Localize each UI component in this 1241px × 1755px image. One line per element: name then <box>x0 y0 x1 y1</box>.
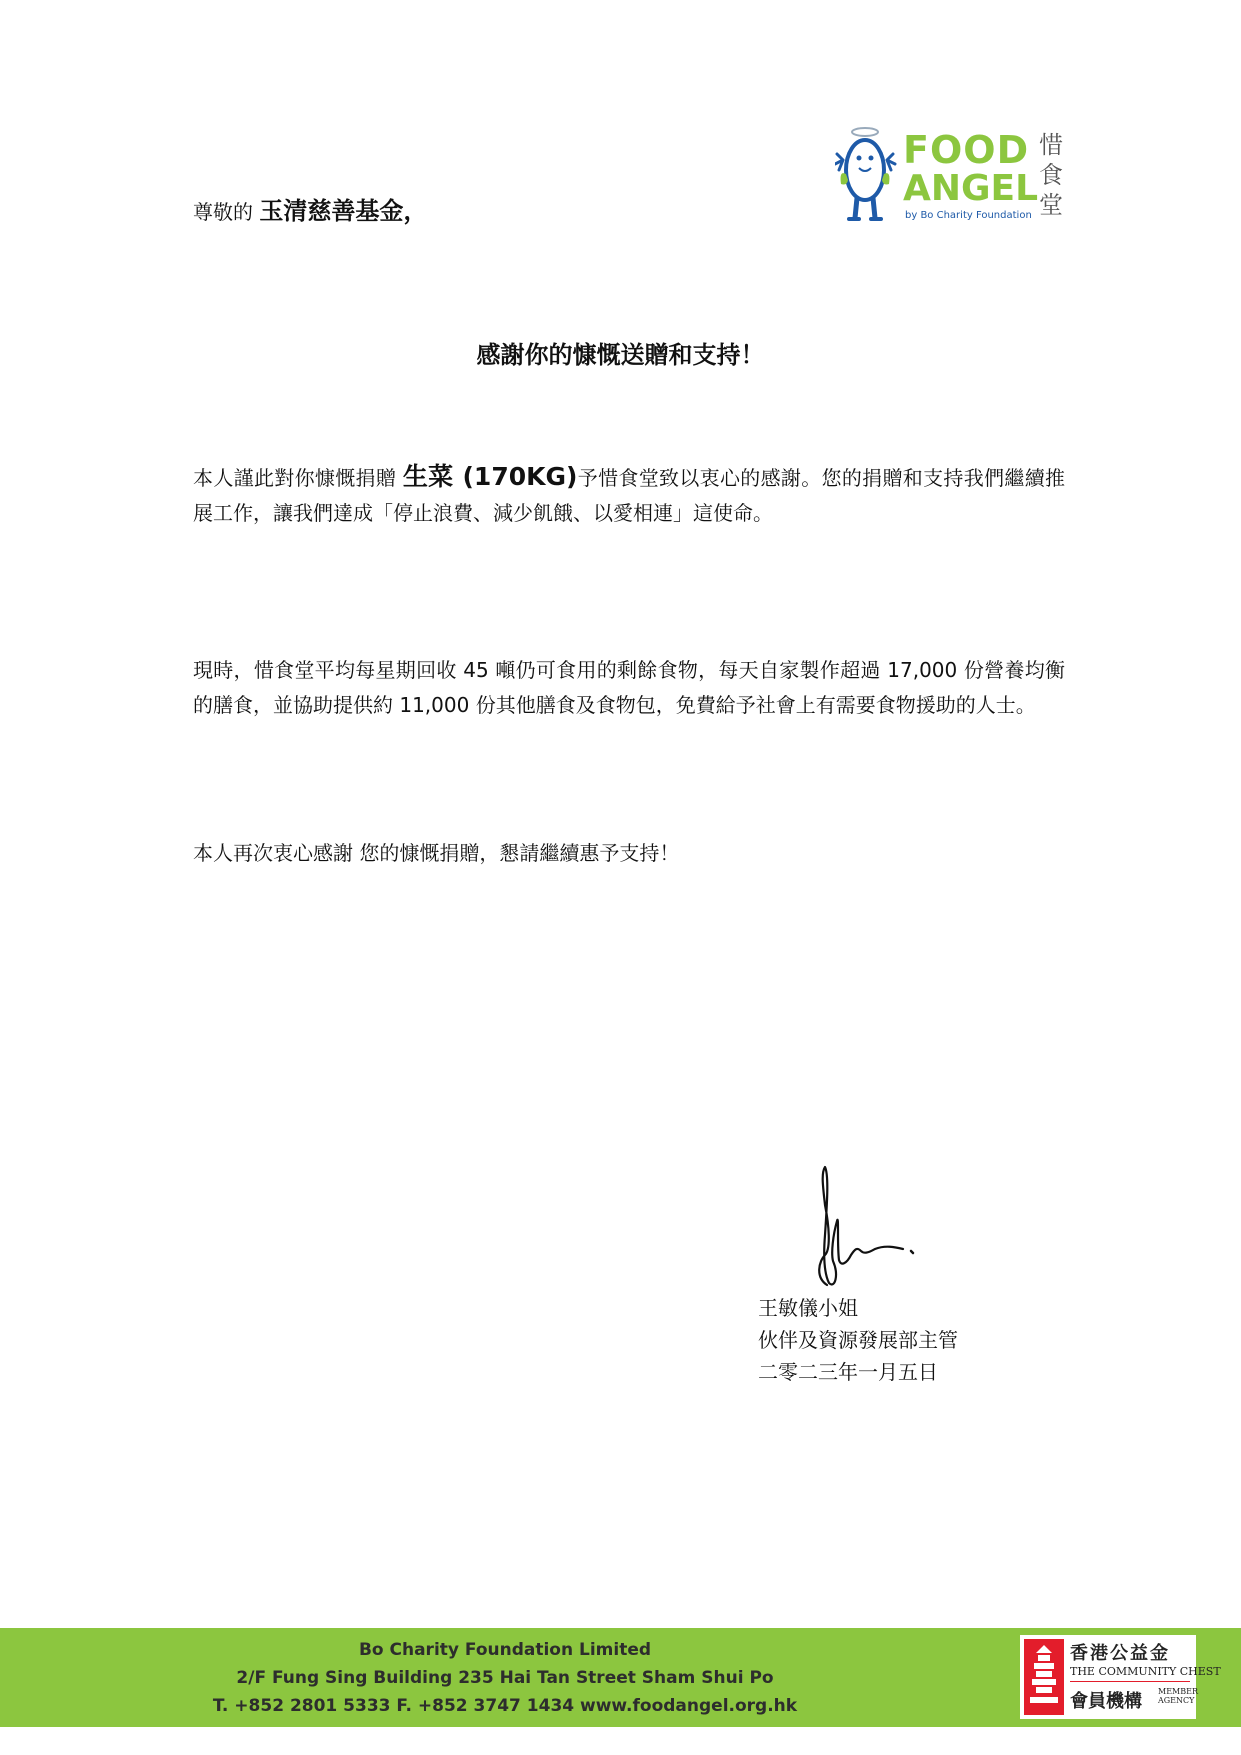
badge-divider <box>1070 1681 1190 1682</box>
closing-paragraph: 本人再次衷心感謝 您的慷慨捐贈，懇請繼續惠予支持！ <box>193 841 680 865</box>
donation-item: 生菜 (170KG) <box>402 462 578 491</box>
impact-paragraph: 現時，惜食堂平均每星期回收 45 噸仍可食用的剩餘食物，每天自家製作超過 17,000 份營養均衡的膳食，並協助提供約 11,000 份其他膳食及食物包，免費給予社會上有需要食物援助的人士。 <box>193 658 1065 717</box>
handwritten-signature <box>795 1165 925 1290</box>
community-chest-cn: 香港公益金 <box>1070 1643 1170 1664</box>
signatory-name: 王敏儀小姐 <box>758 1296 858 1320</box>
food-angel-logo <box>835 124 1065 224</box>
greeting-comma: ， <box>403 197 428 225</box>
signatory-title: 伙伴及資源發展部主管 <box>758 1328 958 1352</box>
member-agency-en-line2: AGENCY <box>1158 1696 1195 1705</box>
member-agency-cn: 會員機構 <box>1070 1691 1142 1712</box>
footer-text <box>0 1636 1010 1720</box>
pagoda-icon <box>1024 1639 1064 1715</box>
footer-org-name: Bo Charity Foundation Limited <box>358 1640 652 1660</box>
letter-headline: 感謝你的慷慨送贈和支持！ <box>476 341 765 369</box>
community-chest-badge <box>1020 1635 1221 1719</box>
salutation: 尊敬的 <box>193 200 260 224</box>
angel-mascot-icon <box>835 124 899 224</box>
thanks-paragraph <box>193 459 1065 531</box>
paragraph1-rest: 予惜食堂致以衷心的感謝。您的捐贈和支持我們繼續推展工作，讓我們達成「停止浪費、減少飢餓、以愛相連」這使命。 <box>193 466 1066 525</box>
footer-bar <box>0 1628 1241 1727</box>
member-agency-en-line1: MEMBER <box>1158 1687 1198 1696</box>
logo-byline: by Bo Charity Foundation <box>905 210 1032 221</box>
signatory-block <box>758 1292 958 1388</box>
letter-date: 二零二三年一月五日 <box>758 1360 938 1384</box>
recipient-name: 玉清慈善基金 <box>259 197 404 225</box>
logo-food-text: FOOD <box>903 128 1030 172</box>
member-agency-en <box>1158 1687 1198 1705</box>
greeting <box>193 196 427 227</box>
footer-address: 2/F Fung Sing Building 235 Hai Tan Street Sham Shui Po <box>236 1668 774 1688</box>
community-chest-en: THE COMMUNITY CHEST <box>1070 1665 1221 1678</box>
logo-angel-text: ANGEL <box>903 168 1039 209</box>
logo-chinese-name: 惜食堂 <box>1039 131 1063 219</box>
paragraph1-lead: 本人謹此對你慷慨捐贈 <box>193 466 403 490</box>
footer-contact: T. +852 2801 5333 F. +852 3747 1434 www.foodangel.org.hk <box>212 1696 798 1716</box>
